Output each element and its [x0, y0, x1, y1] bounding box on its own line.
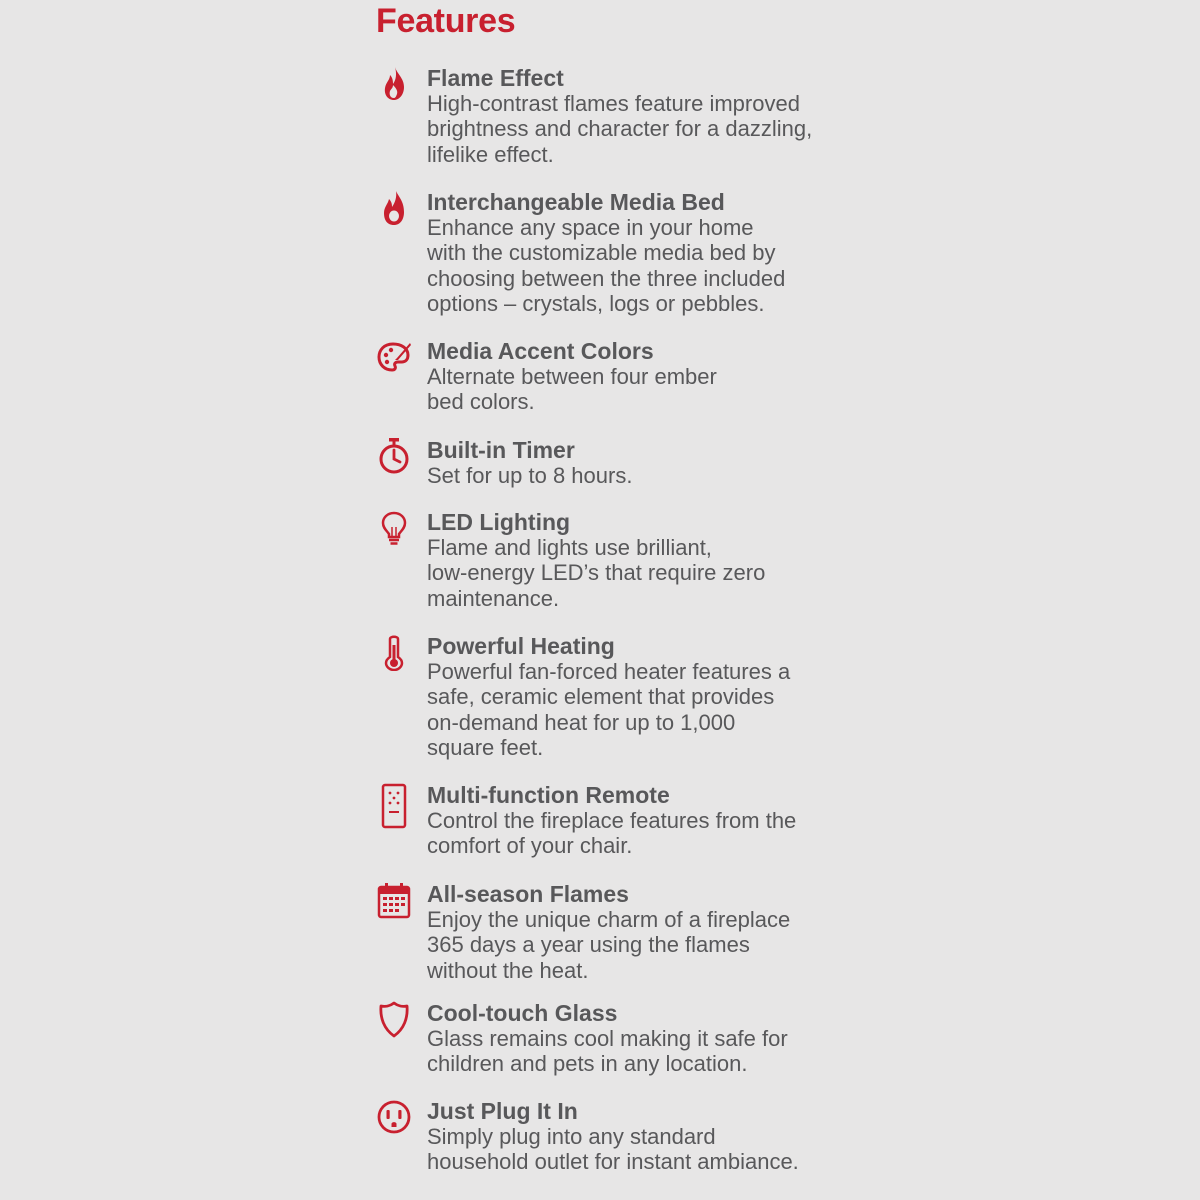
features-heading: Features: [376, 2, 516, 40]
feature-description: [427, 1026, 847, 1077]
stopwatch-icon: [376, 437, 412, 475]
feature-description-line: on-demand heat for up to 1,000: [427, 709, 736, 735]
feature-description-line: household outlet for instant ambiance.: [427, 1149, 799, 1175]
feature-description-line: lifelike effect.: [427, 141, 554, 167]
flame-icon: [376, 65, 412, 103]
feature-title: Built-in Timer: [427, 437, 575, 463]
feature-description-line: choosing between the three included: [427, 265, 786, 291]
feature-description-line: Simply plug into any standard: [427, 1124, 716, 1149]
palette-icon: [376, 338, 412, 376]
remote-control-icon: [376, 782, 412, 830]
feature-description-line: options – crystals, logs or pebbles.: [427, 290, 765, 316]
feature-description-line: Glass remains cool making it safe for: [427, 1026, 788, 1051]
feature-title: Multi-function Remote: [427, 782, 670, 808]
feature-title: Just Plug It In: [427, 1098, 578, 1124]
feature-description-line: Enhance any space in your home: [427, 215, 754, 240]
feature-description: [427, 1124, 847, 1175]
feature-description: [427, 659, 847, 760]
feature-title: Media Accent Colors: [427, 338, 654, 364]
feature-description-line: Flame and lights use brilliant,: [427, 535, 712, 560]
feature-description-line: square feet.: [427, 734, 544, 760]
feature-description-line: maintenance.: [427, 585, 560, 611]
feature-description: [427, 808, 847, 859]
feature-description-line: High-contrast flames feature improved: [427, 91, 800, 116]
features-panel: [376, 0, 856, 1200]
thermometer-icon: [376, 633, 412, 671]
feature-title: Cool-touch Glass: [427, 1000, 618, 1026]
feature-description-line: Control the fireplace features from the: [427, 808, 797, 833]
feature-description-line: bed colors.: [427, 389, 535, 415]
feature-description: [427, 91, 847, 167]
feature-description-line: Set for up to 8 hours.: [427, 463, 633, 488]
feature-description-line: with the customizable media bed by: [427, 240, 776, 266]
feature-description: [427, 215, 847, 316]
fire-ring-icon: [376, 189, 412, 227]
feature-description: [427, 535, 847, 611]
feature-description: [427, 463, 847, 488]
feature-description: [427, 907, 847, 983]
feature-description-line: children and pets in any location.: [427, 1051, 748, 1077]
feature-title: All-season Flames: [427, 881, 629, 907]
light-bulb-icon: [376, 509, 412, 547]
feature-title: LED Lighting: [427, 509, 571, 535]
feature-description-line: comfort of your chair.: [427, 833, 633, 859]
power-outlet-icon: [376, 1098, 412, 1136]
feature-description-line: Alternate between four ember: [427, 364, 717, 389]
feature-title: Flame Effect: [427, 65, 564, 91]
calendar-icon: [376, 881, 412, 919]
feature-description-line: without the heat.: [427, 957, 589, 983]
feature-description: [427, 364, 847, 415]
feature-title: Powerful Heating: [427, 633, 615, 659]
shield-icon: [376, 1000, 412, 1038]
feature-title: Interchangeable Media Bed: [427, 189, 725, 215]
feature-description-line: low-energy LED’s that require zero: [427, 560, 766, 586]
feature-description-line: Enjoy the unique charm of a fireplace: [427, 907, 791, 932]
feature-description-line: brightness and character for a dazzling,: [427, 116, 813, 142]
feature-description-line: Powerful fan-forced heater features a: [427, 659, 791, 684]
feature-description-line: 365 days a year using the flames: [427, 932, 750, 958]
feature-description-line: safe, ceramic element that provides: [427, 684, 775, 710]
